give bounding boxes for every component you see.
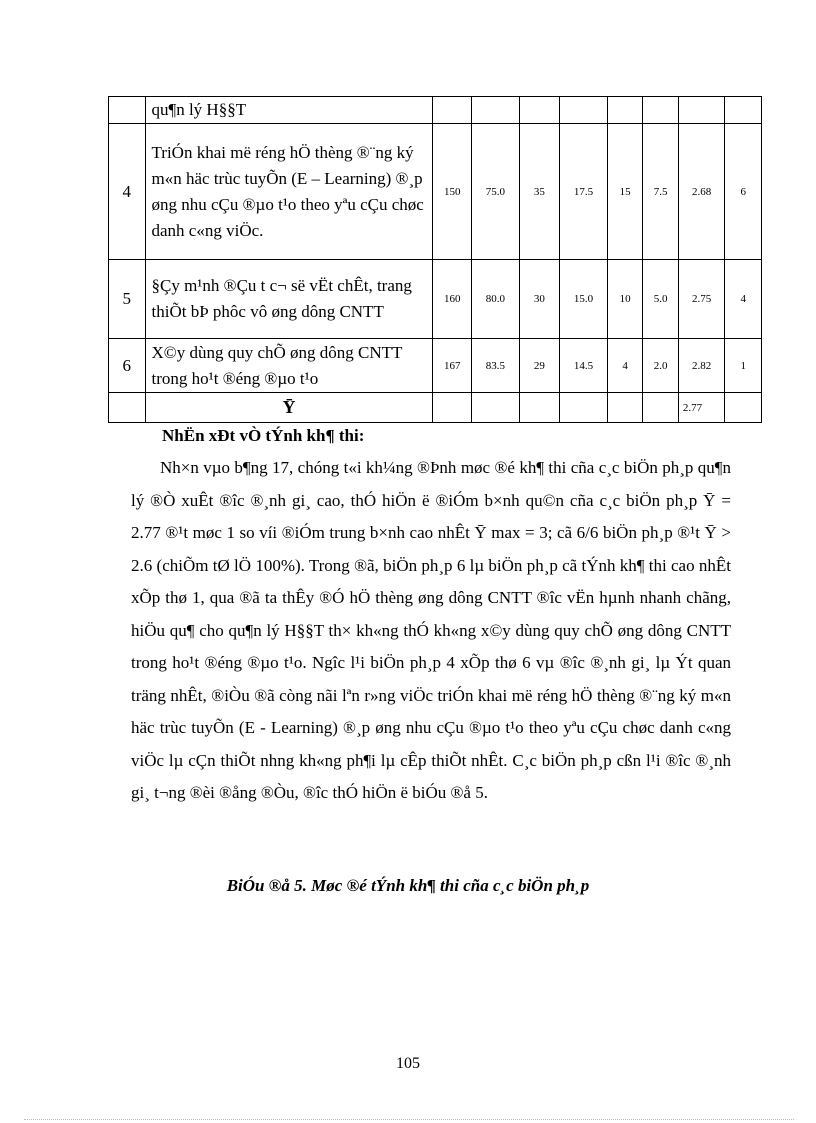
- rank: 6: [725, 124, 762, 260]
- table-row: [109, 339, 762, 393]
- measure-number: 5: [109, 260, 146, 339]
- measure-text: X©y dùng quy chÕ øng dông CNTT trong ho¹t ®éng ®µo t¹o: [145, 339, 433, 393]
- percent-level-1: 75.0: [471, 124, 519, 260]
- count-level-2: 29: [519, 339, 560, 393]
- percent-level-2: 17.5: [560, 124, 608, 260]
- overall-mean: 2.77: [678, 393, 725, 423]
- percent-level-3: 5.0: [643, 260, 678, 339]
- count-level-1: 150: [433, 124, 472, 260]
- percent-level-3: 2.0: [643, 339, 678, 393]
- count-level-3: 4: [607, 339, 642, 393]
- table-row-continued: [109, 97, 762, 124]
- footer-divider: [24, 1119, 794, 1120]
- table-row: [109, 260, 762, 339]
- section-subheading: NhËn xÐt vÒ tÝnh kh¶ thi:: [162, 426, 365, 445]
- measure-text: §Çy m¹nh ®Çu t c¬ së vËt chÊt, trang thiÕt bÞ phôc vô øng dông CNTT: [145, 260, 433, 339]
- percent-level-2: 14.5: [560, 339, 608, 393]
- percent-level-3: 7.5: [643, 124, 678, 260]
- percent-level-2: 15.0: [560, 260, 608, 339]
- mean-score: 2.82: [678, 339, 725, 393]
- count-level-2: 30: [519, 260, 560, 339]
- count-level-2: 35: [519, 124, 560, 260]
- rank: 4: [725, 260, 762, 339]
- evaluation-table: [108, 96, 762, 423]
- measure-text: qu¶n lý H§§T: [145, 97, 433, 124]
- chart-caption: BiÓu ®å 5. Møc ®é tÝnh kh¶ thi cña c¸c biÖn ph¸p: [226, 876, 590, 895]
- count-level-3: 10: [607, 260, 642, 339]
- table-row: [109, 124, 762, 260]
- mean-symbol: Ȳ: [145, 393, 433, 423]
- mean-score: 2.75: [678, 260, 725, 339]
- mean-score: 2.68: [678, 124, 725, 260]
- measure-number: 4: [109, 124, 146, 260]
- measure-number: 6: [109, 339, 146, 393]
- average-row: [109, 393, 762, 423]
- measure-text: TriÓn khai më réng hÖ thèng ®¨ng ký m«n häc trùc tuyÕn (E – Learning) ®¸p øng nhu cÇu ®µo t¹o theo yªu cÇu chøc danh c«ng viÖc.: [145, 124, 433, 260]
- percent-level-1: 80.0: [471, 260, 519, 339]
- page-number: 105: [396, 1055, 420, 1072]
- rank: 1: [725, 339, 762, 393]
- count-level-1: 167: [433, 339, 472, 393]
- body-paragraph: Nh×n vµo b¶ng 17, chóng t«i kh¼ng ®Þnh møc ®é kh¶ thi cña c¸c biÖn ph¸p qu¶n lý ®Ò xuÊt ®îc ®¸nh gi¸ cao, thÓ hiÖn ë ®iÓm b×nh qu©n cña c¸c biÖn ph¸p Ȳ = 2.77 ®¹t møc 1 so víi ®iÓm trung b×nh cao nhÊt Ȳ max = 3; cã 6/6 biÖn ph¸p ®¹t Ȳ > 2.6 (chiÕm tØ lÖ 100%). Trong ®ã, biÖn ph¸p 6 lµ biÖn ph¸p cã tÝnh kh¶ thi cao nhÊt xÕp thø 1, qua ®ã ta thÊy ®Ó hÖ thèng øng dông CNTT ®îc vËn hµnh nhanh chãng, hiÖu qu¶ cho qu¶n lý H§§T th× kh«ng thÓ kh«ng x©y dùng quy chÕ øng dông CNTT trong ho¹t ®éng ®µo t¹o. Ngîc l¹i biÖn ph¸p 4 xÕp thø 6 vµ ®îc ®¸nh gi¸ lµ Ýt quan träng nhÊt, ®iÒu ®ã còng nãi lªn r»ng viÖc triÓn khai më réng hÖ thèng ®¨ng ký m«n häc trùc tuyÕn (E - Learning) ®¸p øng nhu cÇu ®µo t¹o theo yªu cÇu chøc danh c«ng viÖc lµ cÇn thiÕt nhng kh«ng ph¶i lµ cÊp thiÕt nhÊt. C¸c biÖn ph¸p cßn l¹i ®îc ®¸nh gi¸ t¬ng ®èi ®ång ®Òu, ®îc thÓ hiÖn ë biÓu ®å 5.: [131, 458, 731, 802]
- percent-level-1: 83.5: [471, 339, 519, 393]
- count-level-3: 15: [607, 124, 642, 260]
- count-level-1: 160: [433, 260, 472, 339]
